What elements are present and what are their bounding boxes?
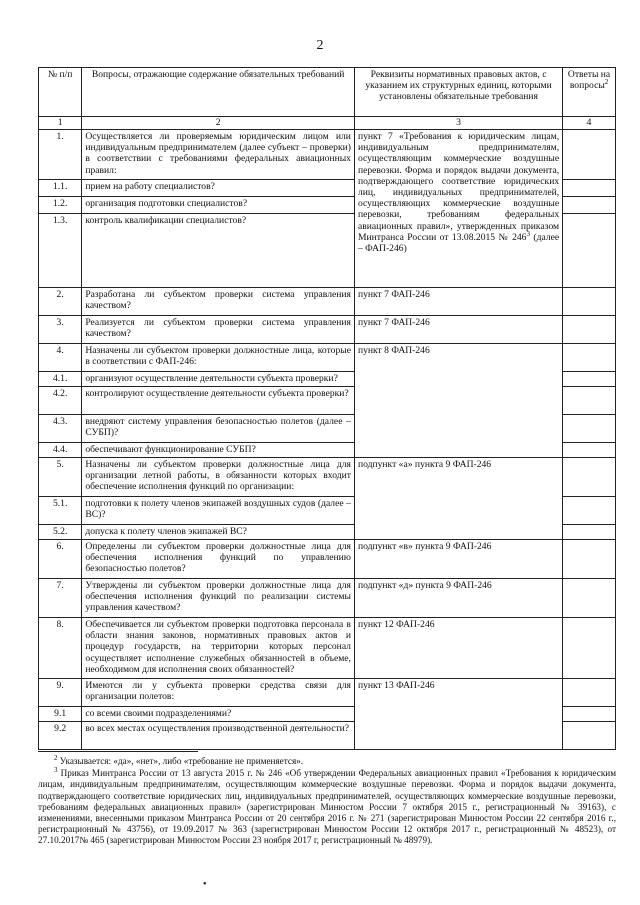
table-row xyxy=(39,458,616,497)
row-number: 8. xyxy=(39,618,82,679)
table-row xyxy=(39,130,616,180)
row-question: Реализуется ли субъектом проверки система управления качеством? xyxy=(82,316,355,344)
row-question: допуска к полету членов экипажей ВС? xyxy=(82,525,355,540)
footnote-mark: 2 xyxy=(54,753,58,762)
row-question: контролируют осуществление деятельности субъекта проверки? xyxy=(82,387,355,415)
answer-cell[interactable] xyxy=(563,579,616,618)
row-number: 2. xyxy=(39,288,82,316)
row-question: Обеспечивается ли субъектом проверки подготовка персонала в области знания законов, нормативных правовых актов и процедур государств, на территории которых персонал осуществляет исполнение служебных обязанностей в объеме, необходимом для исполнения своих обязанностей? xyxy=(82,618,355,679)
table-row xyxy=(39,618,616,679)
row-number: 9.2 xyxy=(39,722,82,750)
answer-cell[interactable] xyxy=(563,443,616,458)
answer-cell[interactable] xyxy=(563,458,616,497)
row-number: 4. xyxy=(39,344,82,372)
answer-cell[interactable] xyxy=(563,130,616,180)
row-requisites: подпункт «а» пункта 9 ФАП-246 xyxy=(354,458,562,540)
table-row xyxy=(39,679,616,707)
row-number: 5.1. xyxy=(39,497,82,525)
answer-cell[interactable] xyxy=(563,679,616,707)
row-requisites: подпункт «д» пункта 9 ФАП-246 xyxy=(354,579,562,618)
row-number: 4.3. xyxy=(39,415,82,443)
index-row xyxy=(39,117,616,130)
row-question: контроль квалификации специалистов? xyxy=(82,214,355,288)
footnote-ref-2: 2 xyxy=(604,78,609,87)
index-cell: 1 xyxy=(39,117,82,130)
answer-cell[interactable] xyxy=(563,197,616,214)
row-question: организация подготовки специалистов? xyxy=(82,197,355,214)
row-number: 4.4. xyxy=(39,443,82,458)
header-num: № п/п xyxy=(39,68,82,117)
row-number: 5. xyxy=(39,458,82,497)
table-row xyxy=(39,316,616,344)
footnote xyxy=(38,768,616,846)
requisites-tail: (далее – ФАП-246) xyxy=(357,231,560,255)
row-requisites: пункт 8 ФАП-246 xyxy=(354,344,562,458)
row-requisites: пункт 7 ФАП-246 xyxy=(354,316,562,344)
row-question: Назначены ли субъектом проверки должностные лица для организации летной работы, в обязанности которых входит обеспечение исполнения функций по организации: xyxy=(82,458,355,497)
index-cell: 4 xyxy=(563,117,616,130)
footnote-separator xyxy=(38,751,198,752)
row-number: 1.1. xyxy=(39,180,82,197)
row-question: Осуществляется ли проверяемым юридическим лицом или индивидуальным предпринимателем (далее субъект – проверки) в соответствии с требованиями федеральных авиационных правил: xyxy=(82,130,355,180)
footnote-ref-3: 3 xyxy=(526,229,530,238)
row-number: 9.1 xyxy=(39,707,82,722)
row-number: 1.2. xyxy=(39,197,82,214)
checklist-table xyxy=(38,67,616,750)
row-number: 7. xyxy=(39,579,82,618)
row-requisites: пункт 12 ФАП-246 xyxy=(354,618,562,679)
row-question: обеспечивают функционирование СУБП? xyxy=(82,443,355,458)
bottom-mark: • xyxy=(203,879,207,890)
footnote-text: Приказ Минтранса России от 13 августа 2015 г. № 246 «Об утверждении Федеральных авиационных правил «Требования к юридическим лицам, индивидуальным предпринимателям, осуществляющим коммерческие воздушные перевозки. Форма и порядок выдачи документа, подтверждающего соответствие юридических лиц, индивидуальных предпринимателей, осуществляющих коммерческие воздушные перевозки, требованиям федеральных авиационных правил» (зарегистрирован Минюстом России 7 октября 2015 г., регистрационный № 39163), с изменениями, внесенными приказом Минтранса России от 20 сентября 2016 г. № 271 (зарегистрирован Минюстом России 22 сентября 2016 г., регистрационный № 43756), от 19.09.2017 № 363 (зарегистрирован Минюстом России 12 октября 2017 г., регистрационный № 48523), от 27.10.2017№ 465 (зарегистрирован Минюстом России 23 ноября 2017 г, регистрационный № 48979). xyxy=(38,768,617,846)
answer-cell[interactable] xyxy=(563,214,616,288)
row-requisites xyxy=(354,130,562,288)
header-answers-text: Ответы на вопросы xyxy=(567,69,611,92)
footnote-text: Указывается: «да», «нет», либо «требование не применяется». xyxy=(59,756,304,766)
row-question: внедряют систему управления безопасностью полетов (далее – СУБП)? xyxy=(82,415,355,443)
row-question: Разработана ли субъектом проверки система управления качеством? xyxy=(82,288,355,316)
row-requisites: подпункт «в» пункта 9 ФАП-246 xyxy=(354,540,562,579)
row-number: 3. xyxy=(39,316,82,344)
row-question: во всех местах осуществления производственной деятельности? xyxy=(82,722,355,750)
requisites-text: пункт 7 «Требования к юридическим лицам, индивидуальным предпринимателям, осуществляющим коммерческие воздушные перевозки. Форма и порядок выдачи документа, подтверждающего соответствие юридических лиц, индивидуальных предпринимателей, осуществляющих коммерческие воздушные перевозки, требованиям федеральных авиационных правил», утвержденных приказом Минтранса России от 13.08.2015 № 246 xyxy=(357,131,560,243)
page-number: 2 xyxy=(316,38,324,53)
header-requisites: Реквизиты нормативных правовых актов, с указанием их структурных единиц, которыми установлены обязательные требования xyxy=(354,68,562,117)
answer-cell[interactable] xyxy=(563,415,616,443)
answer-cell[interactable] xyxy=(563,344,616,372)
row-number: 9. xyxy=(39,679,82,707)
row-number: 6. xyxy=(39,540,82,579)
answer-cell[interactable] xyxy=(563,707,616,722)
row-number: 4.2. xyxy=(39,387,82,415)
footnote xyxy=(38,753,616,767)
row-question: Утверждены ли субъектом проверки должностные лица для обеспечения исполнения функций по реализации системы управления качеством? xyxy=(82,579,355,618)
row-number: 1.3. xyxy=(39,214,82,288)
row-question: Определены ли субъектом проверки должностные лица для обеспечения исполнения функций по управлению безопасностью полетов? xyxy=(82,540,355,579)
row-number: 4.1. xyxy=(39,372,82,387)
answer-cell[interactable] xyxy=(563,316,616,344)
footnotes xyxy=(38,753,617,848)
answer-cell[interactable] xyxy=(563,722,616,750)
header-question: Вопросы, отражающие содержание обязательных требований xyxy=(82,68,355,117)
row-question: прием на работу специалистов? xyxy=(82,180,355,197)
table-header-row xyxy=(39,68,616,117)
row-requisites: пункт 13 ФАП-246 xyxy=(354,679,562,750)
footnote-mark: 3 xyxy=(54,766,58,775)
table-row xyxy=(39,540,616,579)
index-cell: 3 xyxy=(354,117,562,130)
table-row xyxy=(39,579,616,618)
row-question: организуют осуществление деятельности субъекта проверки? xyxy=(82,372,355,387)
answer-cell[interactable] xyxy=(563,497,616,525)
answer-cell[interactable] xyxy=(563,387,616,415)
row-number: 5.2. xyxy=(39,525,82,540)
answer-cell[interactable] xyxy=(563,540,616,579)
row-requisites: пункт 7 ФАП-246 xyxy=(354,288,562,316)
answer-cell[interactable] xyxy=(563,288,616,316)
row-number: 1. xyxy=(39,130,82,180)
table-row xyxy=(39,288,616,316)
row-question: подготовки к полету членов экипажей воздушных судов (далее – ВС)? xyxy=(82,497,355,525)
row-question: Имеются ли у субъекта проверки средства связи для организации полетов: xyxy=(82,679,355,707)
answer-cell[interactable] xyxy=(563,618,616,679)
index-cell: 2 xyxy=(82,117,355,130)
row-question: Назначены ли субъектом проверки должностные лица, которые в соответствии с ФАП-246: xyxy=(82,344,355,372)
answer-cell[interactable] xyxy=(563,372,616,387)
answer-cell[interactable] xyxy=(563,180,616,197)
answer-cell[interactable] xyxy=(563,525,616,540)
table-row xyxy=(39,344,616,372)
header-answers xyxy=(563,68,616,117)
row-question: со всеми своими подразделениями? xyxy=(82,707,355,722)
